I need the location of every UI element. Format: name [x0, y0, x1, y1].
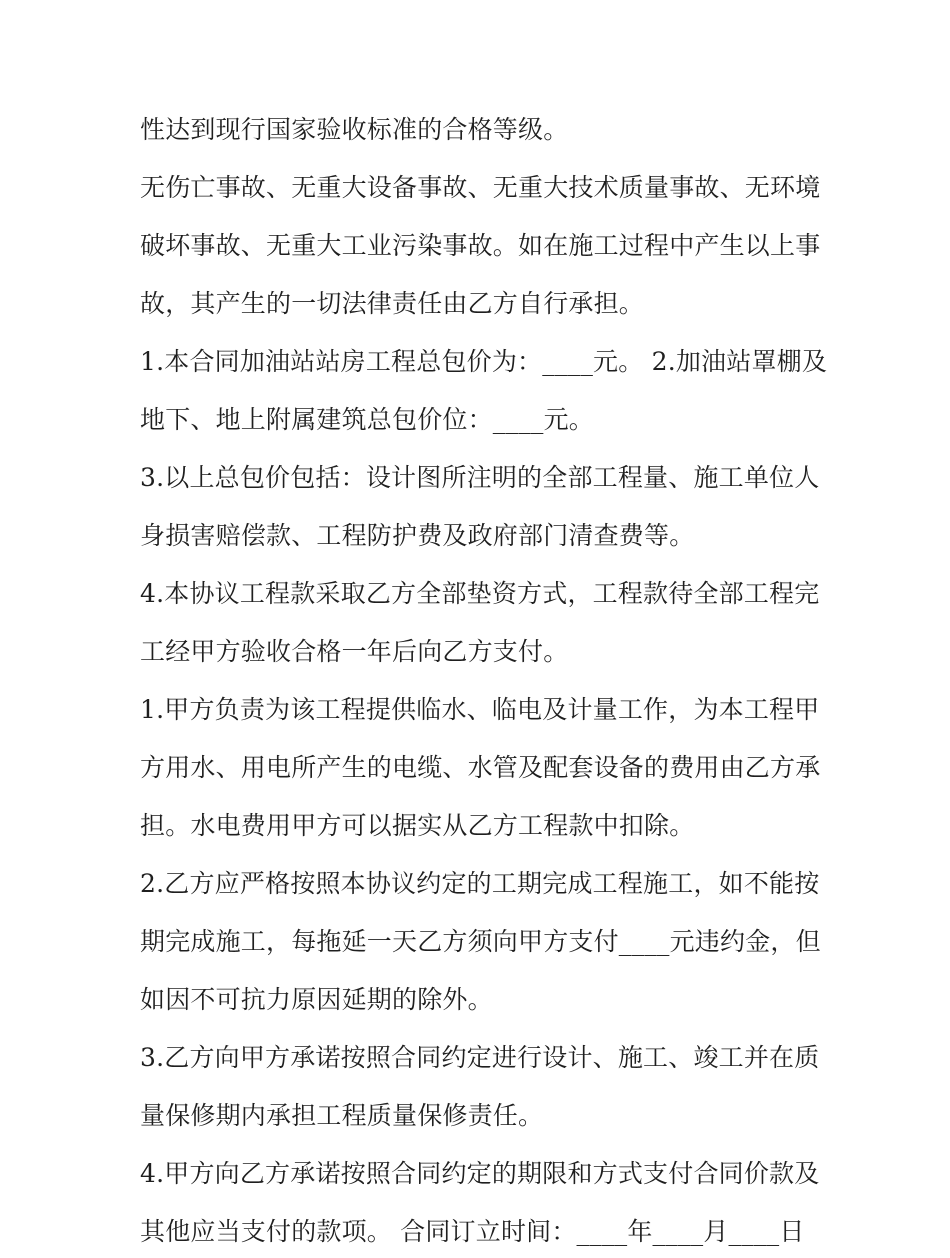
text-line-15: 期完成施工，每拖延一天乙方须向甲方支付____元违约金，但	[140, 927, 821, 956]
text-line-9: 4.本协议工程款采取乙方全部垫资方式，工程款待全部工程完	[140, 579, 820, 608]
text-line-5: 1.本合同加油站站房工程总包价为：____元。 2.加油站罩棚及	[140, 347, 828, 376]
text-line-8: 身损害赔偿款、工程防护费及政府部门清查费等。	[140, 521, 695, 550]
text-line-16: 如因不可抗力原因延期的除外。	[140, 985, 493, 1014]
text-line-20: 其他应当支付的款项。 合同订立时间：____年____月____日	[140, 1217, 805, 1246]
text-line-11: 1.甲方负责为该工程提供临水、临电及计量工作，为本工程甲	[140, 695, 820, 724]
text-line-2: 无伤亡事故、无重大设备事故、无重大技术质量事故、无环境	[140, 173, 821, 202]
text-line-14: 2.乙方应严格按照本协议约定的工期完成工程施工，如不能按	[140, 869, 820, 898]
text-line-3: 破坏事故、无重大工业污染事故。如在施工过程中产生以上事	[140, 231, 821, 260]
text-line-7: 3.以上总包价包括：设计图所注明的全部工程量、施工单位人	[140, 463, 820, 492]
text-line-1: 性达到现行国家验收标准的合格等级。	[140, 115, 569, 144]
document-body	[140, 104, 830, 1258]
text-line-10: 工经甲方验收合格一年后向乙方支付。	[140, 637, 569, 666]
text-line-19: 4.甲方向乙方承诺按照合同约定的期限和方式支付合同价款及	[140, 1159, 820, 1188]
text-line-13: 担。水电费用甲方可以据实从乙方工程款中扣除。	[140, 811, 695, 840]
text-line-18: 量保修期内承担工程质量保修责任。	[140, 1101, 544, 1130]
text-line-12: 方用水、用电所产生的电缆、水管及配套设备的费用由乙方承	[140, 753, 821, 782]
text-line-6: 地下、地上附属建筑总包价位：____元。	[140, 405, 595, 434]
text-line-4: 故，其产生的一切法律责任由乙方自行承担。	[140, 289, 645, 318]
text-line-17: 3.乙方向甲方承诺按照合同约定进行设计、施工、竣工并在质	[140, 1043, 820, 1072]
